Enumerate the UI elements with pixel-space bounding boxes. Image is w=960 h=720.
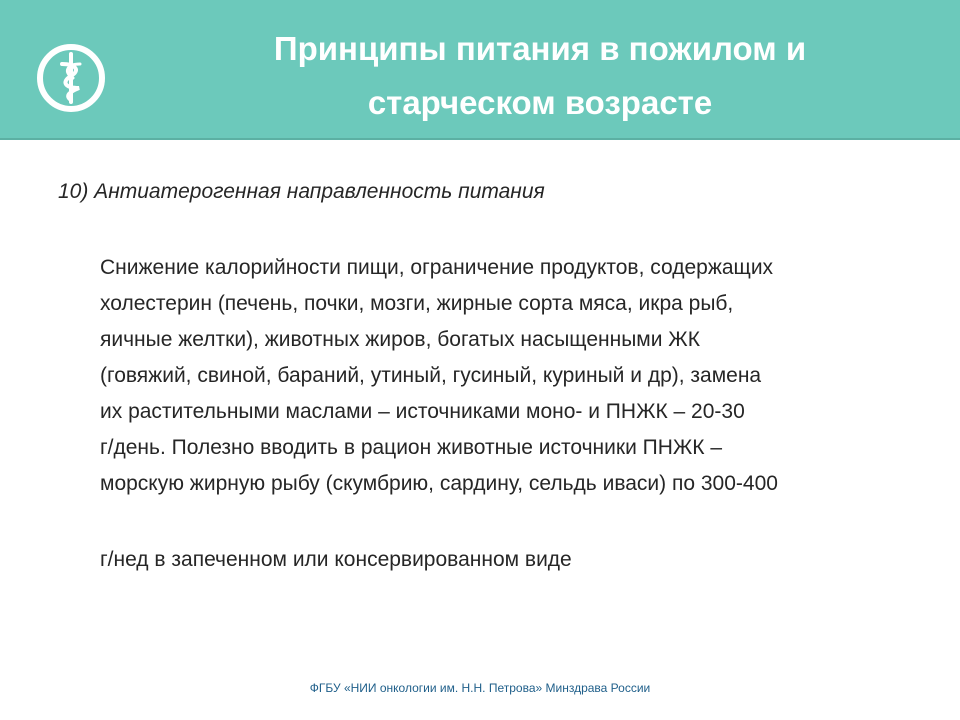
paragraph-line: (говяжий, свиной, бараний, утиный, гусиный, куриный и др), замена bbox=[100, 364, 762, 387]
body-paragraph bbox=[100, 250, 940, 502]
paragraph-line: их растительными маслами – источниками моно- и ПНЖК – 20-30 bbox=[100, 400, 745, 423]
paragraph-line: Снижение калорийности пищи, ограничение продуктов, содержащих bbox=[100, 256, 774, 279]
section-subheading: 10) Антиатерогенная направленность питания bbox=[58, 180, 545, 203]
paragraph-line: холестерин (печень, почки, мозги, жирные сорта мяса, икра рыб, bbox=[100, 292, 734, 315]
slide-header bbox=[0, 0, 960, 140]
slide-title-line: старческом возрасте bbox=[367, 84, 713, 121]
paragraph-line: г/день. Полезно вводить в рацион животные источники ПНЖК – bbox=[100, 436, 723, 459]
paragraph-line: морскую жирную рыбу (скумбрию, сардину, сельдь иваси) по 300-400 bbox=[100, 472, 778, 495]
slide-title bbox=[150, 22, 930, 130]
slide-title-line: Принципы питания в пожилом и bbox=[273, 30, 807, 67]
paragraph-end-line: г/нед в запеченном или консервированном виде bbox=[100, 548, 572, 571]
paragraph-line: яичные желтки), животных жиров, богатых насыщенными ЖК bbox=[100, 328, 700, 351]
medical-logo-icon bbox=[35, 42, 107, 114]
footer-organization: ФГБУ «НИИ онкологии им. Н.Н. Петрова» Минздрава России bbox=[309, 681, 651, 695]
